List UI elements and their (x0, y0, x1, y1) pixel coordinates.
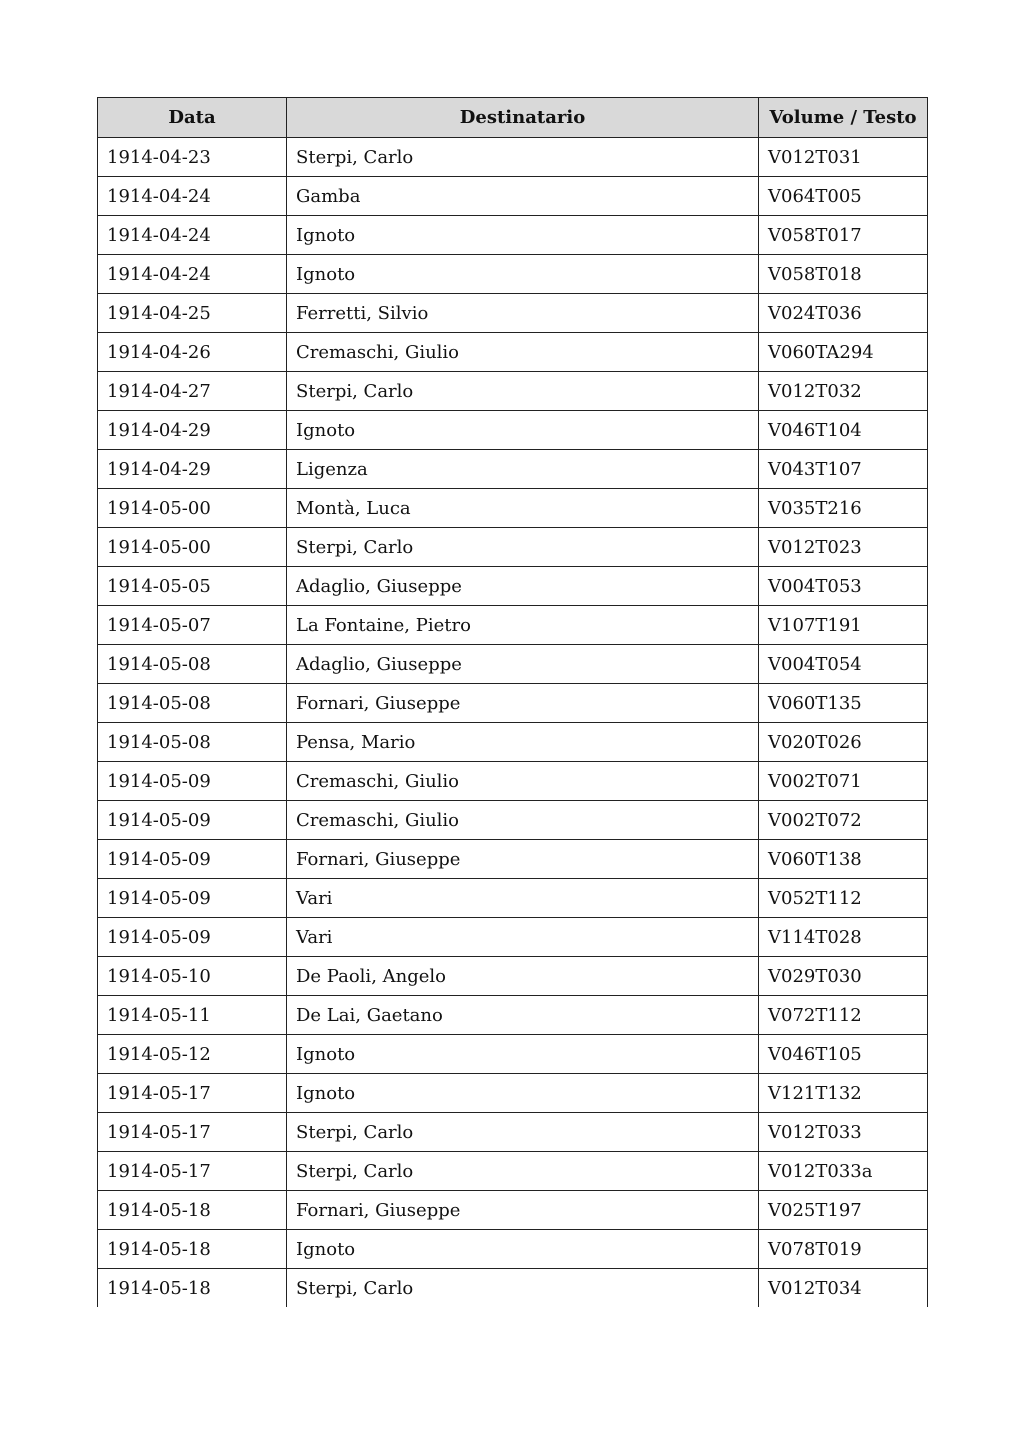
cell-recipient: Ligenza (287, 450, 759, 489)
table-row (98, 840, 928, 879)
cell-date: 1914-05-11 (98, 996, 287, 1035)
table-row (98, 879, 928, 918)
cell-recipient: Fornari, Giuseppe (287, 1191, 759, 1230)
cell-date: 1914-05-07 (98, 606, 287, 645)
cell-recipient: Vari (287, 918, 759, 957)
cell-volume: V012T034 (759, 1269, 928, 1308)
table-row (98, 567, 928, 606)
cell-date: 1914-05-17 (98, 1152, 287, 1191)
cell-date: 1914-05-09 (98, 762, 287, 801)
cell-recipient: Sterpi, Carlo (287, 528, 759, 567)
table-row (98, 255, 928, 294)
table-row (98, 411, 928, 450)
cell-volume: V004T054 (759, 645, 928, 684)
cell-volume: V029T030 (759, 957, 928, 996)
cell-volume: V012T031 (759, 138, 928, 177)
table-row (98, 333, 928, 372)
cell-date: 1914-04-24 (98, 177, 287, 216)
table-row (98, 216, 928, 255)
cell-recipient: Ignoto (287, 255, 759, 294)
cell-volume: V012T033 (759, 1113, 928, 1152)
table-row (98, 294, 928, 333)
cell-volume: V058T018 (759, 255, 928, 294)
table-row (98, 1152, 928, 1191)
cell-recipient: Pensa, Mario (287, 723, 759, 762)
cell-recipient: Ignoto (287, 411, 759, 450)
cell-recipient: Ignoto (287, 216, 759, 255)
table-row (98, 489, 928, 528)
table-row (98, 723, 928, 762)
column-header-volume: Volume / Testo (759, 98, 928, 138)
table-row (98, 177, 928, 216)
cell-date: 1914-04-26 (98, 333, 287, 372)
table-header (98, 98, 928, 138)
cell-volume: V072T112 (759, 996, 928, 1035)
cell-date: 1914-05-09 (98, 840, 287, 879)
cell-recipient: Cremaschi, Giulio (287, 801, 759, 840)
cell-recipient: Sterpi, Carlo (287, 138, 759, 177)
cell-recipient: Ignoto (287, 1035, 759, 1074)
cell-volume: V002T072 (759, 801, 928, 840)
table-row (98, 762, 928, 801)
table-row (98, 918, 928, 957)
cell-volume: V012T033a (759, 1152, 928, 1191)
cell-date: 1914-05-00 (98, 528, 287, 567)
cell-recipient: Montà, Luca (287, 489, 759, 528)
cell-volume: V060T138 (759, 840, 928, 879)
cell-date: 1914-05-08 (98, 723, 287, 762)
cell-recipient: Ignoto (287, 1074, 759, 1113)
cell-date: 1914-05-08 (98, 684, 287, 723)
table-row (98, 450, 928, 489)
table-row (98, 1074, 928, 1113)
cell-date: 1914-05-17 (98, 1113, 287, 1152)
table-row (98, 138, 928, 177)
table-row (98, 684, 928, 723)
cell-recipient: Sterpi, Carlo (287, 372, 759, 411)
cell-volume: V052T112 (759, 879, 928, 918)
cell-recipient: Adaglio, Giuseppe (287, 567, 759, 606)
cell-date: 1914-04-25 (98, 294, 287, 333)
cell-recipient: Sterpi, Carlo (287, 1152, 759, 1191)
cell-volume: V020T026 (759, 723, 928, 762)
cell-volume: V046T104 (759, 411, 928, 450)
table-row (98, 1035, 928, 1074)
table-body (98, 138, 928, 1308)
cell-volume: V002T071 (759, 762, 928, 801)
table-row (98, 996, 928, 1035)
table-row (98, 606, 928, 645)
table-row (98, 528, 928, 567)
cell-recipient: De Paoli, Angelo (287, 957, 759, 996)
cell-recipient: Gamba (287, 177, 759, 216)
cell-volume: V078T019 (759, 1230, 928, 1269)
table-row (98, 1191, 928, 1230)
table-row (98, 957, 928, 996)
table-row (98, 1269, 928, 1308)
cell-date: 1914-05-10 (98, 957, 287, 996)
cell-date: 1914-04-27 (98, 372, 287, 411)
cell-date: 1914-04-29 (98, 450, 287, 489)
table-row (98, 1113, 928, 1152)
cell-date: 1914-05-18 (98, 1269, 287, 1308)
table-row (98, 372, 928, 411)
header-row (98, 98, 928, 138)
cell-volume: V035T216 (759, 489, 928, 528)
cell-date: 1914-04-24 (98, 255, 287, 294)
cell-volume: V114T028 (759, 918, 928, 957)
cell-recipient: Fornari, Giuseppe (287, 684, 759, 723)
cell-recipient: Cremaschi, Giulio (287, 333, 759, 372)
cell-date: 1914-05-09 (98, 801, 287, 840)
cell-date: 1914-04-24 (98, 216, 287, 255)
cell-volume: V107T191 (759, 606, 928, 645)
letters-table (97, 97, 928, 1307)
cell-recipient: Cremaschi, Giulio (287, 762, 759, 801)
cell-recipient: Ignoto (287, 1230, 759, 1269)
cell-date: 1914-05-12 (98, 1035, 287, 1074)
cell-date: 1914-05-18 (98, 1230, 287, 1269)
table-row (98, 645, 928, 684)
cell-volume: V060TA294 (759, 333, 928, 372)
cell-volume: V012T032 (759, 372, 928, 411)
cell-recipient: De Lai, Gaetano (287, 996, 759, 1035)
cell-recipient: Sterpi, Carlo (287, 1269, 759, 1308)
cell-recipient: Fornari, Giuseppe (287, 840, 759, 879)
cell-date: 1914-04-23 (98, 138, 287, 177)
cell-date: 1914-05-05 (98, 567, 287, 606)
column-header-date: Data (98, 98, 287, 138)
cell-volume: V043T107 (759, 450, 928, 489)
table-row (98, 801, 928, 840)
cell-date: 1914-05-00 (98, 489, 287, 528)
cell-volume: V004T053 (759, 567, 928, 606)
cell-volume: V121T132 (759, 1074, 928, 1113)
cell-volume: V025T197 (759, 1191, 928, 1230)
column-header-recipient: Destinatario (287, 98, 759, 138)
cell-volume: V024T036 (759, 294, 928, 333)
cell-volume: V058T017 (759, 216, 928, 255)
cell-date: 1914-04-29 (98, 411, 287, 450)
cell-date: 1914-05-09 (98, 879, 287, 918)
cell-volume: V012T023 (759, 528, 928, 567)
cell-date: 1914-05-09 (98, 918, 287, 957)
cell-recipient: Vari (287, 879, 759, 918)
cell-volume: V046T105 (759, 1035, 928, 1074)
cell-volume: V060T135 (759, 684, 928, 723)
cell-recipient: Ferretti, Silvio (287, 294, 759, 333)
cell-recipient: La Fontaine, Pietro (287, 606, 759, 645)
cell-recipient: Sterpi, Carlo (287, 1113, 759, 1152)
cell-date: 1914-05-18 (98, 1191, 287, 1230)
cell-volume: V064T005 (759, 177, 928, 216)
cell-date: 1914-05-08 (98, 645, 287, 684)
cell-recipient: Adaglio, Giuseppe (287, 645, 759, 684)
table-row (98, 1230, 928, 1269)
cell-date: 1914-05-17 (98, 1074, 287, 1113)
